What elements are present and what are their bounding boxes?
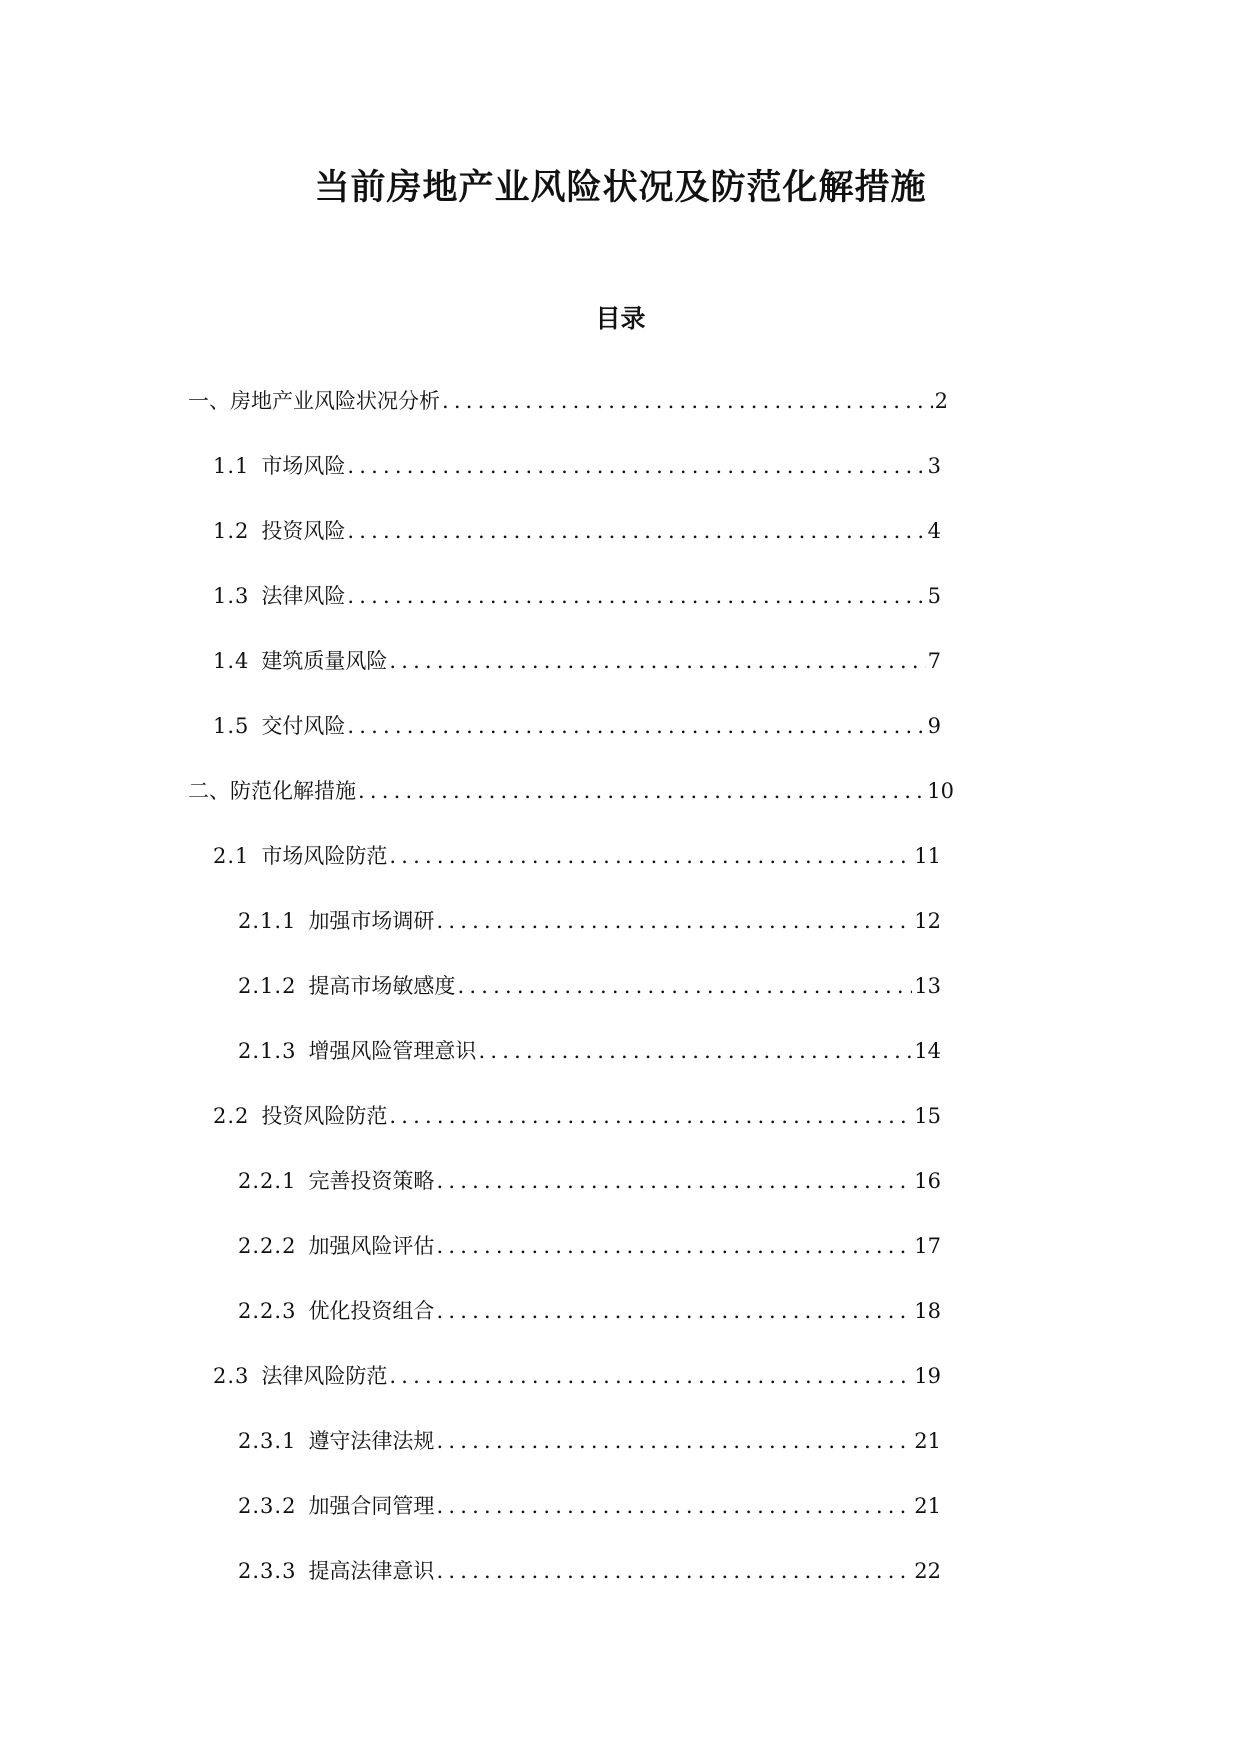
toc-section-number: 1.2 xyxy=(213,519,250,543)
toc-entry-label: 一、房地产业风险状况分析 xyxy=(188,389,440,413)
toc-entry-label: 增强风险管理意识 xyxy=(308,1039,477,1063)
toc-dot-leader xyxy=(389,841,912,871)
toc-page-number: 21 xyxy=(914,1494,941,1518)
toc-entry-1-1[interactable] xyxy=(213,451,941,481)
toc-dot-leader xyxy=(347,516,925,546)
toc-page-number: 5 xyxy=(927,584,941,608)
toc-entry-1-3[interactable] xyxy=(213,581,941,611)
toc-dot-leader xyxy=(389,1361,912,1391)
toc-page-number: 17 xyxy=(914,1234,941,1258)
toc-entry-2[interactable] xyxy=(188,776,954,806)
toc-page-number: 9 xyxy=(927,714,941,738)
toc-dot-leader xyxy=(347,451,925,481)
toc-dot-leader xyxy=(436,1491,912,1521)
toc-entry-label: 提高法律意识 xyxy=(308,1559,435,1583)
toc-entry-label: 建筑质量风险 xyxy=(261,649,388,673)
toc-section-number: 2.1.1 xyxy=(238,909,297,933)
toc-entry-label: 加强合同管理 xyxy=(308,1494,435,1518)
toc-entry-2-1-1[interactable] xyxy=(238,906,941,936)
toc-page-number: 13 xyxy=(914,974,941,998)
toc-entry-2-2[interactable] xyxy=(213,1101,941,1131)
toc-page-number: 22 xyxy=(914,1559,941,1583)
toc-section-number: 2.1.2 xyxy=(238,974,297,998)
toc-page-number: 10 xyxy=(927,779,954,803)
toc-section-number: 1.4 xyxy=(213,649,250,673)
toc-page-number: 14 xyxy=(914,1039,941,1063)
toc-section-number: 2.2 xyxy=(213,1104,250,1128)
toc-entry-label: 遵守法律法规 xyxy=(308,1429,435,1453)
toc-dot-leader xyxy=(436,906,912,936)
toc-page-number: 21 xyxy=(914,1429,941,1453)
toc-entry-2-3[interactable] xyxy=(213,1361,941,1391)
toc-entry-2-3-1[interactable] xyxy=(238,1426,941,1456)
toc-section-number: 2.2.3 xyxy=(238,1299,297,1323)
toc-page-number: 3 xyxy=(927,454,941,478)
toc-page-number: 12 xyxy=(914,909,941,933)
toc-page-number: 7 xyxy=(927,649,941,673)
toc-entry-2-2-1[interactable] xyxy=(238,1166,941,1196)
toc-entry-2-3-2[interactable] xyxy=(238,1491,941,1521)
toc-dot-leader xyxy=(436,1231,912,1261)
toc-page-number: 18 xyxy=(914,1299,941,1323)
toc-entry-1-4[interactable] xyxy=(213,646,941,676)
toc-section-number: 2.3.2 xyxy=(238,1494,297,1518)
toc-dot-leader xyxy=(442,386,933,416)
toc-entry-label: 优化投资组合 xyxy=(308,1299,435,1323)
toc-section-number: 1.3 xyxy=(213,584,250,608)
toc-entry-2-3-3[interactable] xyxy=(238,1556,941,1586)
toc-section-number: 2.2.2 xyxy=(238,1234,297,1258)
toc-entry-2-2-2[interactable] xyxy=(238,1231,941,1261)
toc-entry-2-1-2[interactable] xyxy=(238,971,941,1001)
toc-entry-label: 投资风险防范 xyxy=(261,1104,388,1128)
toc-entry-2-1[interactable] xyxy=(213,841,941,871)
toc-entry-1-2[interactable] xyxy=(213,516,941,546)
toc-section-number: 1.5 xyxy=(213,714,250,738)
toc-dot-leader xyxy=(436,1296,912,1326)
toc-entry-label: 市场风险 xyxy=(261,454,346,478)
toc-page-number: 19 xyxy=(914,1364,941,1388)
toc-entry-label: 完善投资策略 xyxy=(308,1169,435,1193)
toc-entry-2-2-3[interactable] xyxy=(238,1296,941,1326)
toc-dot-leader xyxy=(436,1556,912,1586)
toc-entry-label: 法律风险防范 xyxy=(261,1364,388,1388)
toc-section-number: 2.3.3 xyxy=(238,1559,297,1583)
toc-page-number: 15 xyxy=(914,1104,941,1128)
toc-section-number: 2.1 xyxy=(213,844,250,868)
document-title: 当前房地产业风险状况及防范化解措施 xyxy=(314,168,927,209)
toc-page-number: 16 xyxy=(914,1169,941,1193)
toc-entry-label: 提高市场敏感度 xyxy=(308,974,456,998)
toc-dot-leader xyxy=(347,581,925,611)
toc-entry-1[interactable] xyxy=(188,386,948,416)
toc-section-number: 1.1 xyxy=(213,454,250,478)
toc-entry-label: 投资风险 xyxy=(261,519,346,543)
toc-entry-label: 法律风险 xyxy=(261,584,346,608)
toc-entry-label: 市场风险防范 xyxy=(261,844,388,868)
toc-section-number: 2.3 xyxy=(213,1364,250,1388)
toc-dot-leader xyxy=(358,776,925,806)
toc-dot-leader xyxy=(478,1036,912,1066)
toc-dot-leader xyxy=(457,971,912,1001)
toc-page-number: 4 xyxy=(927,519,941,543)
toc-dot-leader xyxy=(436,1426,912,1456)
toc-dot-leader xyxy=(389,1101,912,1131)
toc-page-number: 11 xyxy=(914,844,941,868)
toc-dot-leader xyxy=(389,646,925,676)
toc-section-number: 2.3.1 xyxy=(238,1429,297,1453)
toc-section-number: 2.1.3 xyxy=(238,1039,297,1063)
toc-entry-label: 交付风险 xyxy=(261,714,346,738)
toc-heading: 目录 xyxy=(595,303,646,333)
toc-section-number: 2.2.1 xyxy=(238,1169,297,1193)
toc-entry-label: 加强风险评估 xyxy=(308,1234,435,1258)
toc-page-number: 2 xyxy=(934,389,948,413)
toc-entry-label: 二、防范化解措施 xyxy=(188,779,356,803)
toc-entry-label: 加强市场调研 xyxy=(308,909,435,933)
toc-dot-leader xyxy=(436,1166,912,1196)
toc-entry-1-5[interactable] xyxy=(213,711,941,741)
toc-dot-leader xyxy=(347,711,925,741)
toc-entry-2-1-3[interactable] xyxy=(238,1036,941,1066)
